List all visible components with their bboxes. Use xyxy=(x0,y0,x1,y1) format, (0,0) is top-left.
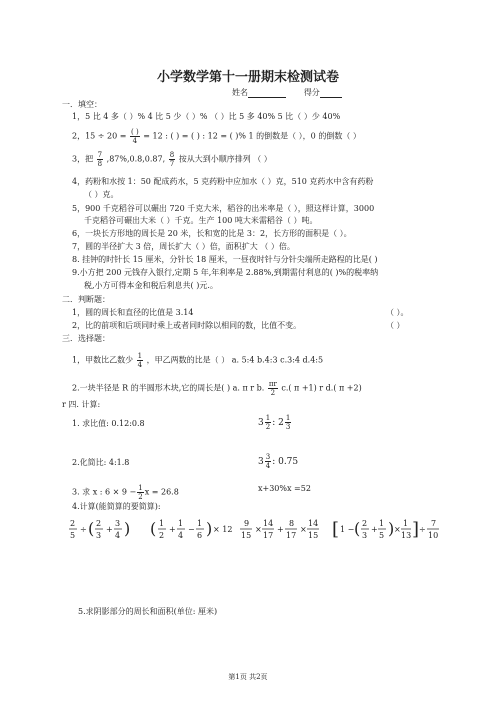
svg-text:14: 14 xyxy=(263,519,274,528)
svg-text:1 −: 1 − xyxy=(340,525,355,534)
calc-simplify: 2.化简比: 4:1.8 xyxy=(72,458,130,467)
svg-text:1: 1 xyxy=(197,519,203,528)
section1-heading: 一．填空： xyxy=(62,100,102,109)
fill-q3: 3，把 $\frac{7}{8}$ ,87%,0.8,0.87, $\frac{8}{7}$ 按从大到小顺序排列 （ ） xyxy=(72,151,272,168)
svg-text:]: ] xyxy=(412,519,420,540)
score-label: 得分 xyxy=(303,88,320,97)
fill-q9b: 税,小方可得本金和税后利息共( )元.。 xyxy=(84,281,218,290)
svg-text:÷: ÷ xyxy=(80,525,87,534)
svg-text:3: 3 xyxy=(362,531,368,540)
expression-row xyxy=(68,514,418,550)
svg-text:15: 15 xyxy=(241,531,252,540)
svg-text:4: 4 xyxy=(115,531,121,540)
calc-compute-heading: 4.计算(能简算的要简算): xyxy=(72,502,161,511)
fill-q5b: 千克稻谷可碾出大米（ ）千克。生产 100 吨大米需稻谷（ ）吨。 xyxy=(84,216,318,225)
svg-text:2: 2 xyxy=(70,519,76,528)
svg-text:× 12: × 12 xyxy=(213,525,233,534)
section3-heading: 三．选择题： xyxy=(62,334,110,343)
name-score-line xyxy=(232,87,342,98)
svg-text:1: 1 xyxy=(178,519,184,528)
fill-q6: 6，一块长方形地的周长是 20 米，长和宽的比是 3：2，长方形的面积是（ ）。 xyxy=(72,229,352,238)
page-footer: 第1页 共2页 xyxy=(228,673,268,681)
calc-shaded-area: 5.求阴影部分的周长和面积(单位: 厘米) xyxy=(78,607,218,616)
choice-q2-tail: r 四. 计算: xyxy=(62,400,101,409)
fill-q7: 7，圆的半径扩大 3 倍，周长扩大（ ）倍，面积扩大 （ ）倍。 xyxy=(72,242,295,251)
fraction: $\frac{1}{4}$ xyxy=(137,352,143,369)
calc-ratio-value: 1. 求比值: 0.12:0.8 xyxy=(72,419,145,428)
svg-text:5: 5 xyxy=(70,531,76,540)
svg-text:+: + xyxy=(371,525,378,534)
svg-text:1: 1 xyxy=(379,519,385,528)
section2-heading: 二．判断题： xyxy=(62,295,110,304)
svg-text:6: 6 xyxy=(197,531,203,540)
calc-solve-x-2: x+30%x =52 xyxy=(258,484,311,493)
svg-text:(: ( xyxy=(88,519,95,538)
svg-text:10: 10 xyxy=(428,531,439,540)
fill-q8: 8. 挂钟的时针长 15 厘米，分针长 18 厘米，一昼夜时针与分针尖端所走路程的比是( ) xyxy=(72,255,378,264)
svg-text:15: 15 xyxy=(308,531,319,540)
svg-text:×: × xyxy=(394,525,401,534)
svg-text:+: + xyxy=(106,525,113,534)
svg-text:1: 1 xyxy=(159,519,165,528)
svg-text:): ) xyxy=(388,519,395,538)
svg-text:7: 7 xyxy=(431,519,437,528)
svg-text:[: [ xyxy=(332,519,340,540)
svg-text:17: 17 xyxy=(286,531,297,540)
svg-text:2: 2 xyxy=(362,519,368,528)
svg-text:13: 13 xyxy=(401,531,412,540)
calc-solve-x: 3. 求 x : 6 × 9 − $\frac{1}{2}$ x = 26.8 xyxy=(72,484,179,501)
svg-text:3: 3 xyxy=(115,519,121,528)
name-label: 姓名 xyxy=(232,88,248,97)
svg-text:5: 5 xyxy=(379,531,385,540)
choice-q1: 1，甲数比乙数少 $\frac{1}{4}$ ，甲乙两数的比是（ ） a. 5:4 b.4:3 c.3:4 d.4:5 xyxy=(72,352,324,369)
expression-1 xyxy=(69,519,130,540)
svg-text:(: ( xyxy=(354,519,361,538)
svg-text:−: − xyxy=(188,525,195,534)
fraction: $\frac{8}{7}$ xyxy=(169,151,175,168)
expression-2 xyxy=(150,519,232,540)
fill-q1: 1，5 比 4 多（ ）% 4 比 5 少（ ）% （ ）比 5 多 40% 5 比（ ）少 40% xyxy=(72,112,341,121)
svg-text:2: 2 xyxy=(96,519,102,528)
judge-q2-answer: （ ） xyxy=(386,321,405,330)
fill-q4b: （ ）克。 xyxy=(84,190,119,199)
judge-q1: 1，圆的周长和直径的比值是 3.14 xyxy=(72,308,194,317)
fill-q9a: 9.小方把 200 元钱存入银行,定期 5 年,年利率是 2.88%,到期需付利息的( )%的税率纳 xyxy=(72,268,379,277)
svg-text:(: ( xyxy=(150,519,157,538)
expression-3 xyxy=(240,519,319,540)
svg-text:3: 3 xyxy=(96,531,102,540)
fraction: $\frac{1}{3}$ xyxy=(285,414,291,431)
svg-text:4: 4 xyxy=(178,531,184,540)
score-blank xyxy=(320,89,342,98)
judge-q2: 2，比的前项和后项同时乘上或者同时除以相同的数，比值不变。 xyxy=(72,321,302,330)
fraction: $\frac{3}{4}$ xyxy=(265,453,271,470)
svg-text:14: 14 xyxy=(308,519,319,528)
svg-text:1: 1 xyxy=(403,519,409,528)
expression-4 xyxy=(332,519,419,540)
calc-ratio-value-2: 3 $\frac{1}{2}$ : 2 $\frac{1}{3}$ xyxy=(258,414,291,431)
svg-text:): ) xyxy=(124,519,131,538)
fraction: $\frac{1}{2}$ xyxy=(138,484,143,501)
fill-q2: 2，15 ÷ 20 = $\frac{( )}{4}$ = 12 : ( ) = ( ) : 12 = ( )% 1 的倒数是（ ），0 的倒数（ ） xyxy=(72,128,361,145)
judge-q1-answer: （ ）。 xyxy=(386,308,409,317)
name-blank xyxy=(248,89,286,98)
fraction: $\frac{7}{8}$ xyxy=(97,151,103,168)
svg-text:9: 9 xyxy=(244,519,250,528)
svg-text:): ) xyxy=(206,519,213,538)
page-title: 小学数学第十一册期末检测试卷 xyxy=(156,70,339,85)
choice-q2: 2.一块半径是 R 的半圆形木块,它的周长是( ) a. π r b. $\frac{\pi r}{2}$ c.( π +1) r d.( π +2) xyxy=(72,380,362,397)
fill-q4a: 4，药粉和水按 1：50 配成药水，5 克药粉中应加水（ ）克，510 克药水中含有药粉 xyxy=(72,177,374,186)
svg-text:÷: ÷ xyxy=(419,525,426,534)
fill-q5a: 5，900 千克稻谷可以碾出 720 千克大米，稻谷的出米率是（ ），照这样计算，3000 xyxy=(72,204,375,213)
fraction: $\frac{( )}{4}$ xyxy=(131,128,139,145)
fraction: $\frac{1}{2}$ xyxy=(265,414,271,431)
svg-text:17: 17 xyxy=(263,531,274,540)
svg-text:+: + xyxy=(277,525,284,534)
expression-4-tail xyxy=(418,514,448,550)
svg-text:8: 8 xyxy=(289,519,295,528)
svg-text:2: 2 xyxy=(159,531,165,540)
calc-simplify-2: 3 $\frac{3}{4}$ : 0.75 xyxy=(258,453,299,470)
svg-text:+: + xyxy=(169,525,176,534)
svg-text:×: × xyxy=(300,525,307,534)
fraction: $\frac{\pi r}{2}$ xyxy=(268,380,277,397)
svg-text:×: × xyxy=(255,525,262,534)
